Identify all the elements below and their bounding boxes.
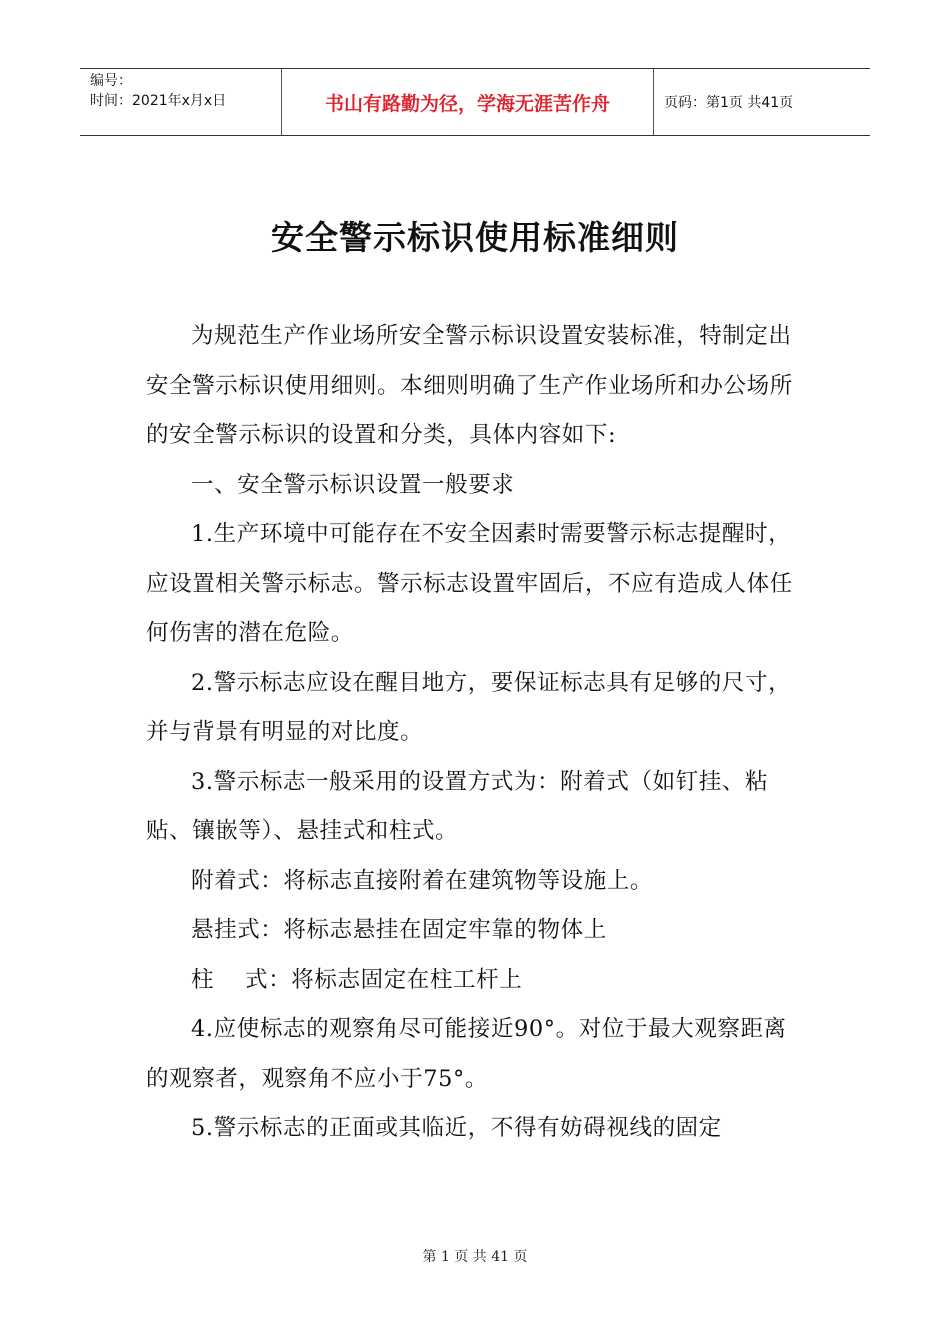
motto-text: 书山有路勤为径，学海无涯苦作舟 [324, 92, 610, 115]
number-label: 编号： [90, 73, 132, 89]
time-label: 时间：2021年x月x日 [90, 93, 227, 109]
paragraph-item-5: 5.警示标志的正面或其临近，不得有妨碍视线的固定 [191, 1115, 722, 1141]
header-page-cell [654, 69, 870, 135]
document-title: 安全警示标识使用标准细则 [271, 218, 679, 257]
header-table [80, 68, 870, 136]
paragraph-attached: 附着式：将标志直接附着在建筑物等设施上。 [191, 867, 654, 894]
paragraph-item-1: 1.生产环境中可能存在不安全因素时需要警示标志提醒时，应设置相关警示标志。警示标志设置牢固后，不应有造成人体任何伤害的潜在危险。 [146, 521, 793, 646]
document-body [146, 312, 808, 1154]
paragraph-column: 柱 式：将标志固定在柱工杆上 [191, 966, 523, 993]
page-info: 页码：第1页 共41页 [664, 95, 794, 111]
paragraph-hanging: 悬挂式：将标志悬挂在固定牢靠的物体上 [191, 917, 607, 943]
section-heading: 一、安全警示标识设置一般要求 [191, 471, 515, 498]
paragraph-item-2: 2.警示标志应设在醒目地方，要保证标志具有足够的尺寸，并与背景有明显的对比度。 [146, 669, 792, 745]
header-meta-cell [80, 69, 282, 135]
paragraph-item-3: 3.警示标志一般采用的设置方式为：附着式（如钉挂、粘贴、镶嵌等）、悬挂式和柱式。 [146, 768, 769, 844]
paragraph-item-4: 4.应使标志的观察角尽可能接近90°。对位于最大观察距离的观察者，观察角不应小于75°。 [146, 1016, 787, 1092]
header-motto-cell [282, 69, 654, 135]
page-footer: 第 1 页 共 41 页 [422, 1249, 528, 1265]
paragraph-intro: 为规范生产作业场所安全警示标识设置安装标准，特制定出安全警示标识使用细则。本细则明确了生产作业场所和办公场所的安全警示标识的设置和分类，具体内容如下: [146, 323, 793, 448]
